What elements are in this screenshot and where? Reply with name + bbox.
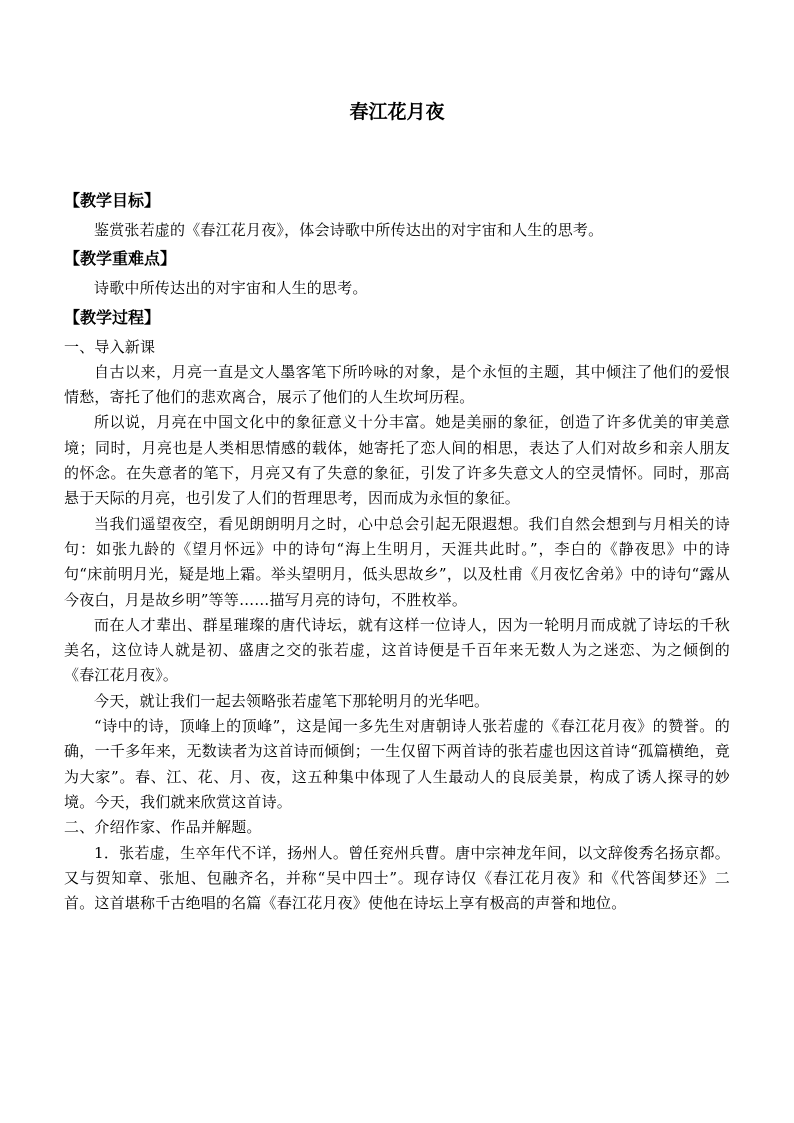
key-heading: 【教学重难点】 — [64, 249, 177, 269]
goal-heading: 【教学目标】 — [64, 191, 161, 210]
section-title-intro: 一、导入新课 — [64, 337, 156, 356]
paragraph: “诗中的诗，顶峰上的顶峰”，这是闻一多先生对唐朝诗人张若虚的《春江花月夜》的赞誉。的确，一千多年来，无数读者为这首诗而倾倒；一生仅留下两首诗的张若虚也因这首诗“孤篇横绝，竟为大家”。春、江、花、月、夜，这五种集中体现了人生最动人的良辰美景，构成了诱人探寻的妙境。今天，我们就来欣赏这首诗。 — [64, 717, 730, 811]
key-text: 诗歌中所传达出的对宇宙和人生的思考。 — [94, 279, 368, 298]
paragraph: 今天，就让我们一起去领略张若虚笔下那轮明月的光华吧。 — [94, 691, 490, 710]
paragraph: 所以说，月亮在中国文化中的象征意义十分丰富。她是美丽的象征，创造了许多优美的审美意境；同时，月亮也是人类相思情感的载体，她寄托了恋人间的相思，表达了人们对故乡和亲人朋友的怀念。在失意者的笔下，月亮又有了失意的象征，引发了许多失意文人的空灵情怀。同时，那高悬于天际的月亮，也引发了人们的哲理思考，因而成为永恒的象征。 — [64, 413, 730, 508]
paragraph: 1．张若虚，生卒年代不详，扬州人。曾任兖州兵曹。唐中宗神龙年间，以文辞俊秀名扬京都。又与贺知章、张旭、包融齐名，并称“吴中四士”。现存诗仅《春江花月夜》和《代答闺梦还》二首。这首堪称千古绝唱的名篇《春江花月夜》使他在诗坛上享有极高的声誉和地位。 — [64, 843, 730, 913]
document-body — [64, 188, 730, 916]
paragraph: 自古以来，月亮一直是文人墨客笔下所吟咏的对象，是个永恒的主题，其中倾注了他们的爱恨情愁，寄托了他们的悲欢离合，展示了他们的人生坎坷历程。 — [64, 362, 730, 407]
paragraph: 而在人才辈出、群星璀璨的唐代诗坛，就有这样一位诗人，因为一轮明月而成就了诗坛的千秋美名，这位诗人就是初、盛唐之交的张若虚，这首诗便是千百年来无数人为之迷恋、为之倾倒的《春江花月夜》。 — [64, 615, 730, 685]
goal-text: 鉴赏张若虚的《春江花月夜》，体会诗歌中所传达出的对宇宙和人生的思考。 — [94, 221, 604, 239]
process-heading: 【教学过程】 — [64, 307, 161, 327]
section-title-author: 二、介绍作家、作品并解题。 — [64, 818, 262, 837]
document-title: 春江花月夜 — [349, 101, 445, 123]
paragraph: 当我们遥望夜空，看见朗朗明月之时，心中总会引起无限遐想。我们自然会想到与月相关的诗句：如张九龄的《望月怀远》中的诗句“海上生明月，天涯共此时。”，李白的《静夜思》中的诗句“床前明月光，疑是地上霜。举头望明月，低头思故乡”，以及杜甫《月夜忆舍弟》中的诗句“露从今夜白，月是故乡明”等等……描写月亮的诗句，不胜枚举。 — [64, 514, 730, 609]
